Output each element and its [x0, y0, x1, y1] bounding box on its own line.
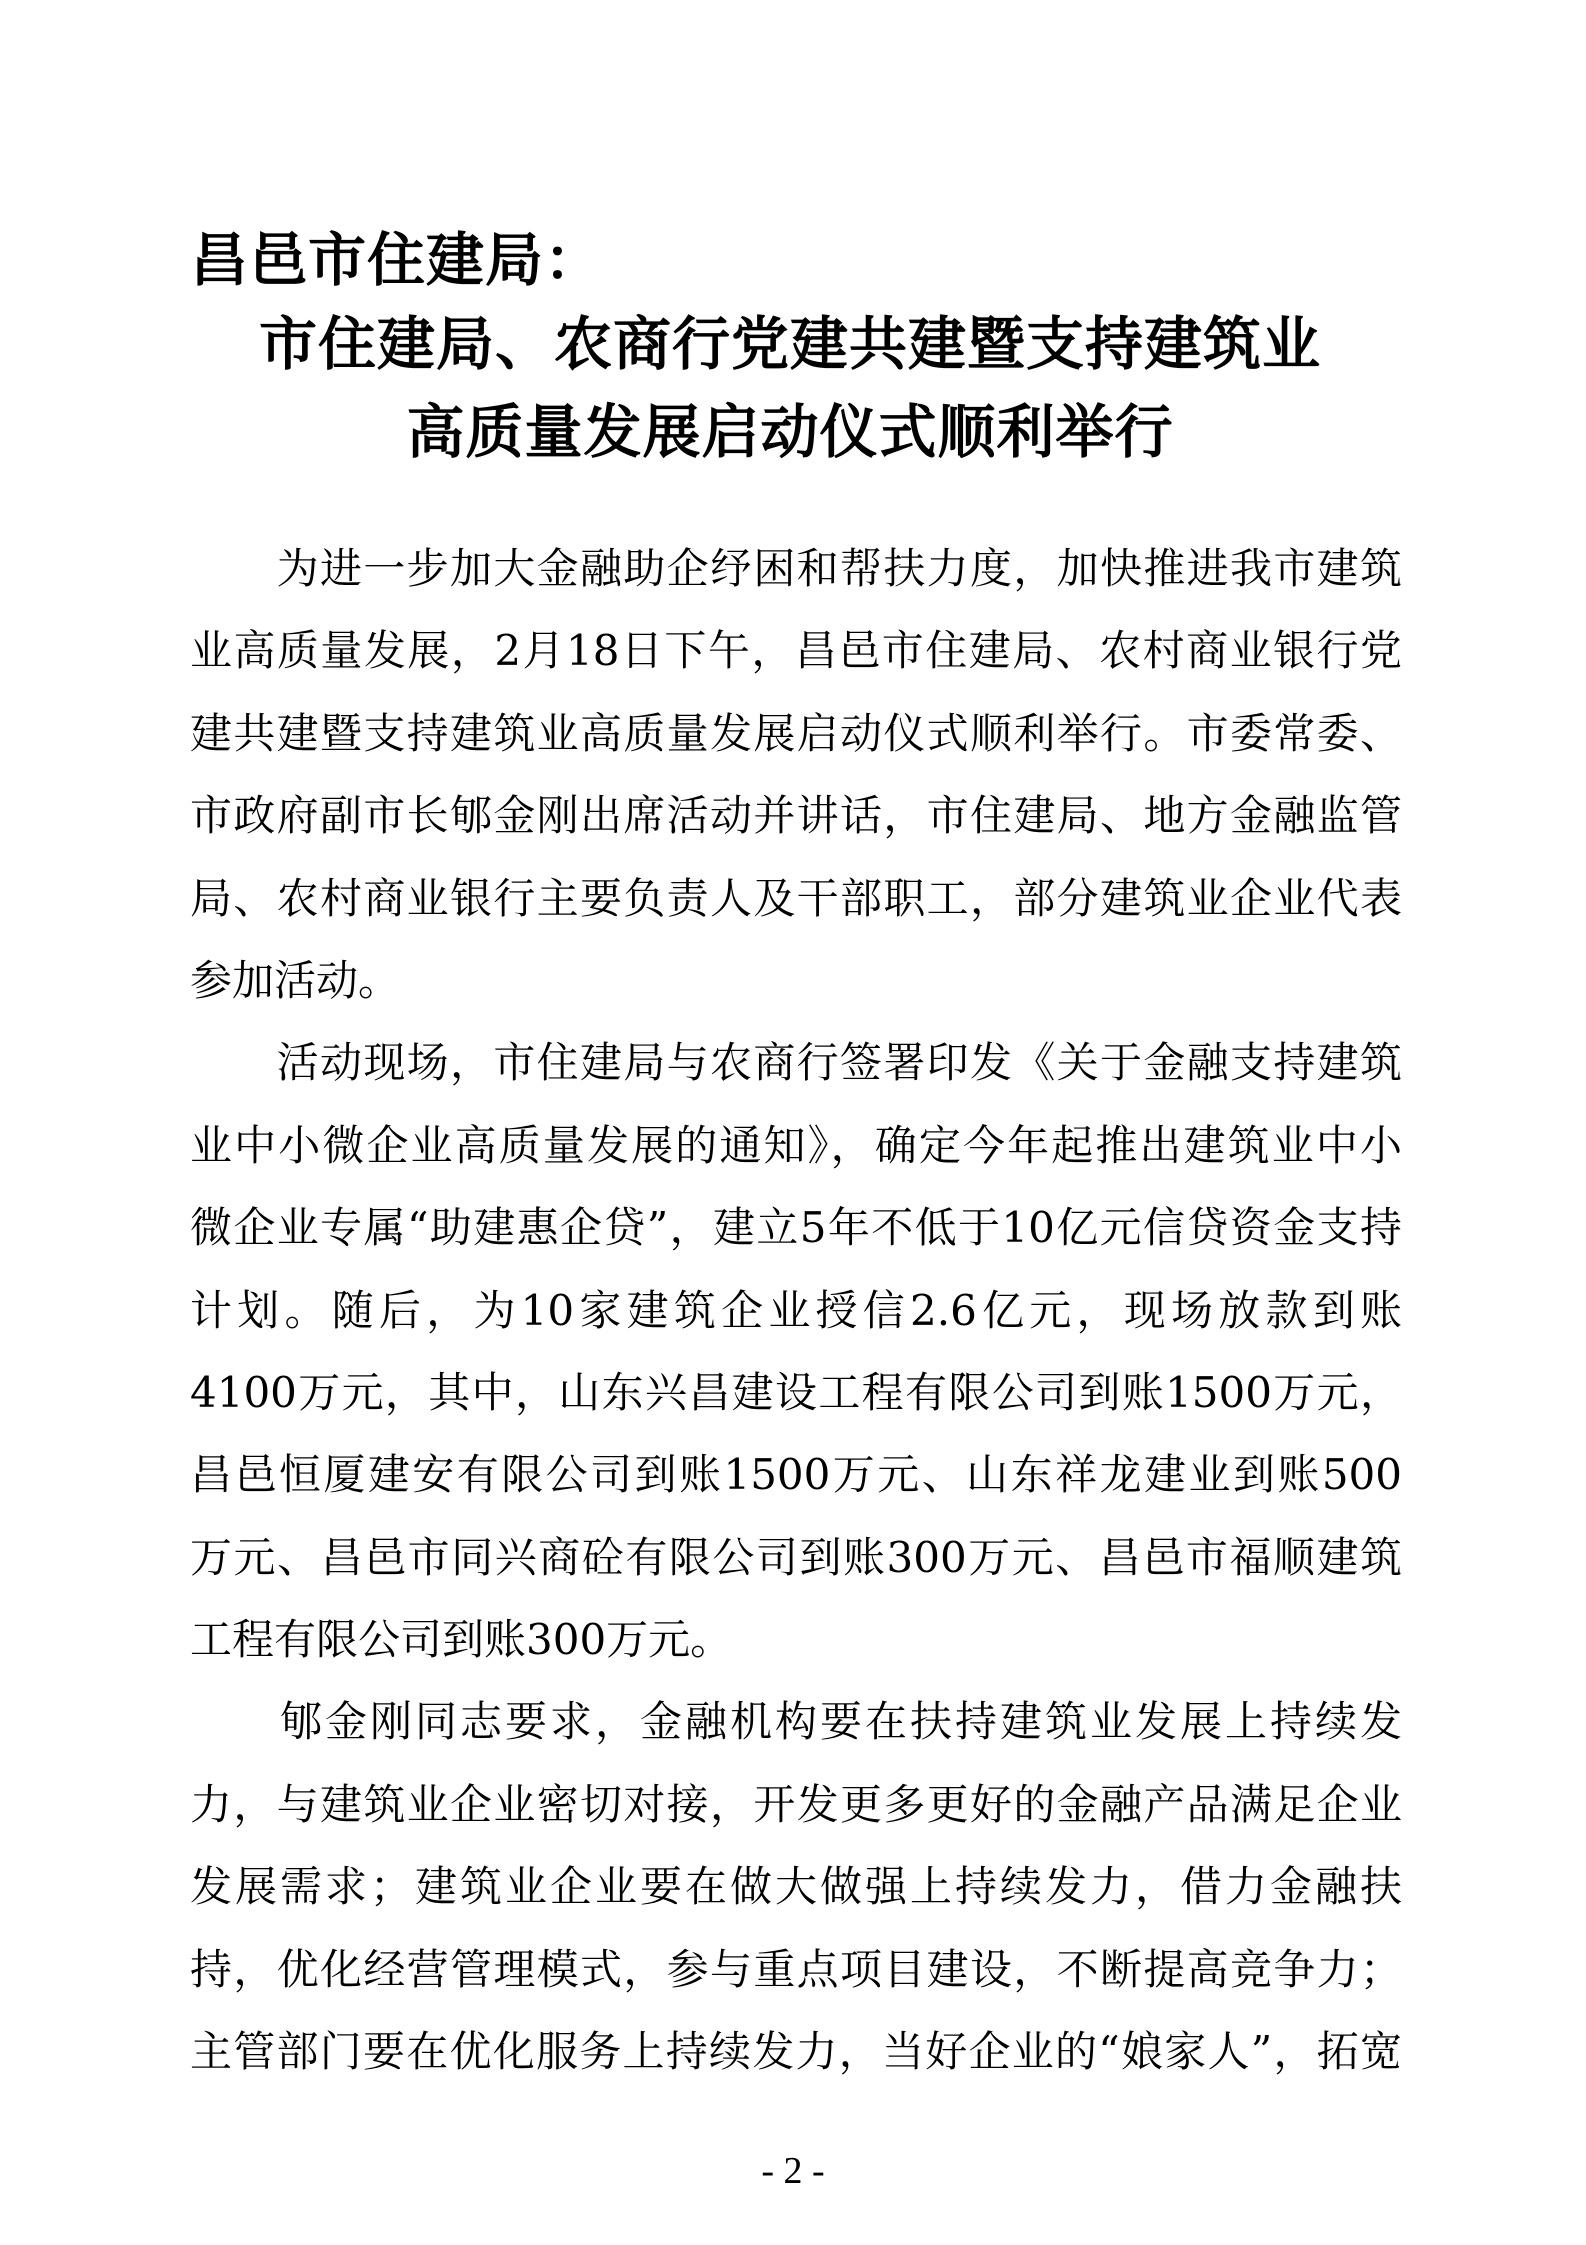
text-line: 建共建暨支持建筑业高质量发展启动仪式顺利举行。市委常委、	[190, 708, 1402, 758]
paragraph	[190, 1022, 1402, 1681]
text-line: 4100万元，其中，山东兴昌建设工程有限公司到账1500万元，	[190, 1367, 1402, 1417]
text-line: 发展需求；建筑业企业要在做大做强上持续发力，借力金融扶	[190, 1862, 1402, 1912]
text-line: 市政府副市长郇金刚出席活动并讲话，市住建局、地方金融监管	[190, 791, 1402, 841]
page-number: - 2 -	[761, 2150, 825, 2192]
text-line: 万元、昌邑市同兴商砼有限公司到账300万元、昌邑市福顺建筑	[190, 1532, 1402, 1582]
text-line: 持，优化经营管理模式，参与重点项目建设，不断提高竞争力；	[190, 1944, 1402, 1994]
text-line: 主管部门要在优化服务上持续发力，当好企业的“娘家人”，拓宽	[190, 2027, 1402, 2077]
text-line: 郇金刚同志要求，金融机构要在扶持建筑业发展上持续发	[190, 1697, 1402, 1747]
paragraph	[190, 1681, 1402, 2093]
text-line: 业高质量发展，2月18日下午，昌邑市住建局、农村商业银行党	[190, 626, 1402, 676]
text-line: 活动现场，市住建局与农商行签署印发《关于金融支持建筑	[190, 1038, 1402, 1088]
text-line: 计划。随后，为10家建筑企业授信2.6亿元，现场放款到账	[190, 1285, 1402, 1335]
text-line: 参加活动。	[190, 955, 401, 1005]
article-title-line: 市住建局、农商行党建共建暨支持建筑业	[258, 310, 1321, 378]
article-body	[190, 528, 1402, 2093]
text-line: 工程有限公司到账300万元。	[190, 1615, 733, 1665]
article-title	[190, 300, 1390, 476]
source-heading: 昌邑市住建局：	[190, 226, 604, 294]
text-line: 为进一步加大金融助企纾困和帮扶力度，加快推进我市建筑	[190, 544, 1402, 593]
article-title-line: 高质量发展启动仪式顺利举行	[406, 398, 1174, 466]
paragraph	[190, 528, 1402, 1022]
text-line: 力，与建筑业企业密切对接，开发更多更好的金融产品满足企业	[190, 1779, 1402, 1829]
text-line: 微企业专属“助建惠企贷”，建立5年不低于10亿元信贷资金支持	[190, 1203, 1402, 1253]
text-line: 局、农村商业银行主要负责人及干部职工，部分建筑业企业代表	[190, 873, 1402, 923]
text-line: 昌邑恒厦建安有限公司到账1500万元、山东祥龙建业到账500	[190, 1450, 1402, 1500]
text-line: 业中小微企业高质量发展的通知》，确定今年起推出建筑业中小	[190, 1120, 1402, 1170]
